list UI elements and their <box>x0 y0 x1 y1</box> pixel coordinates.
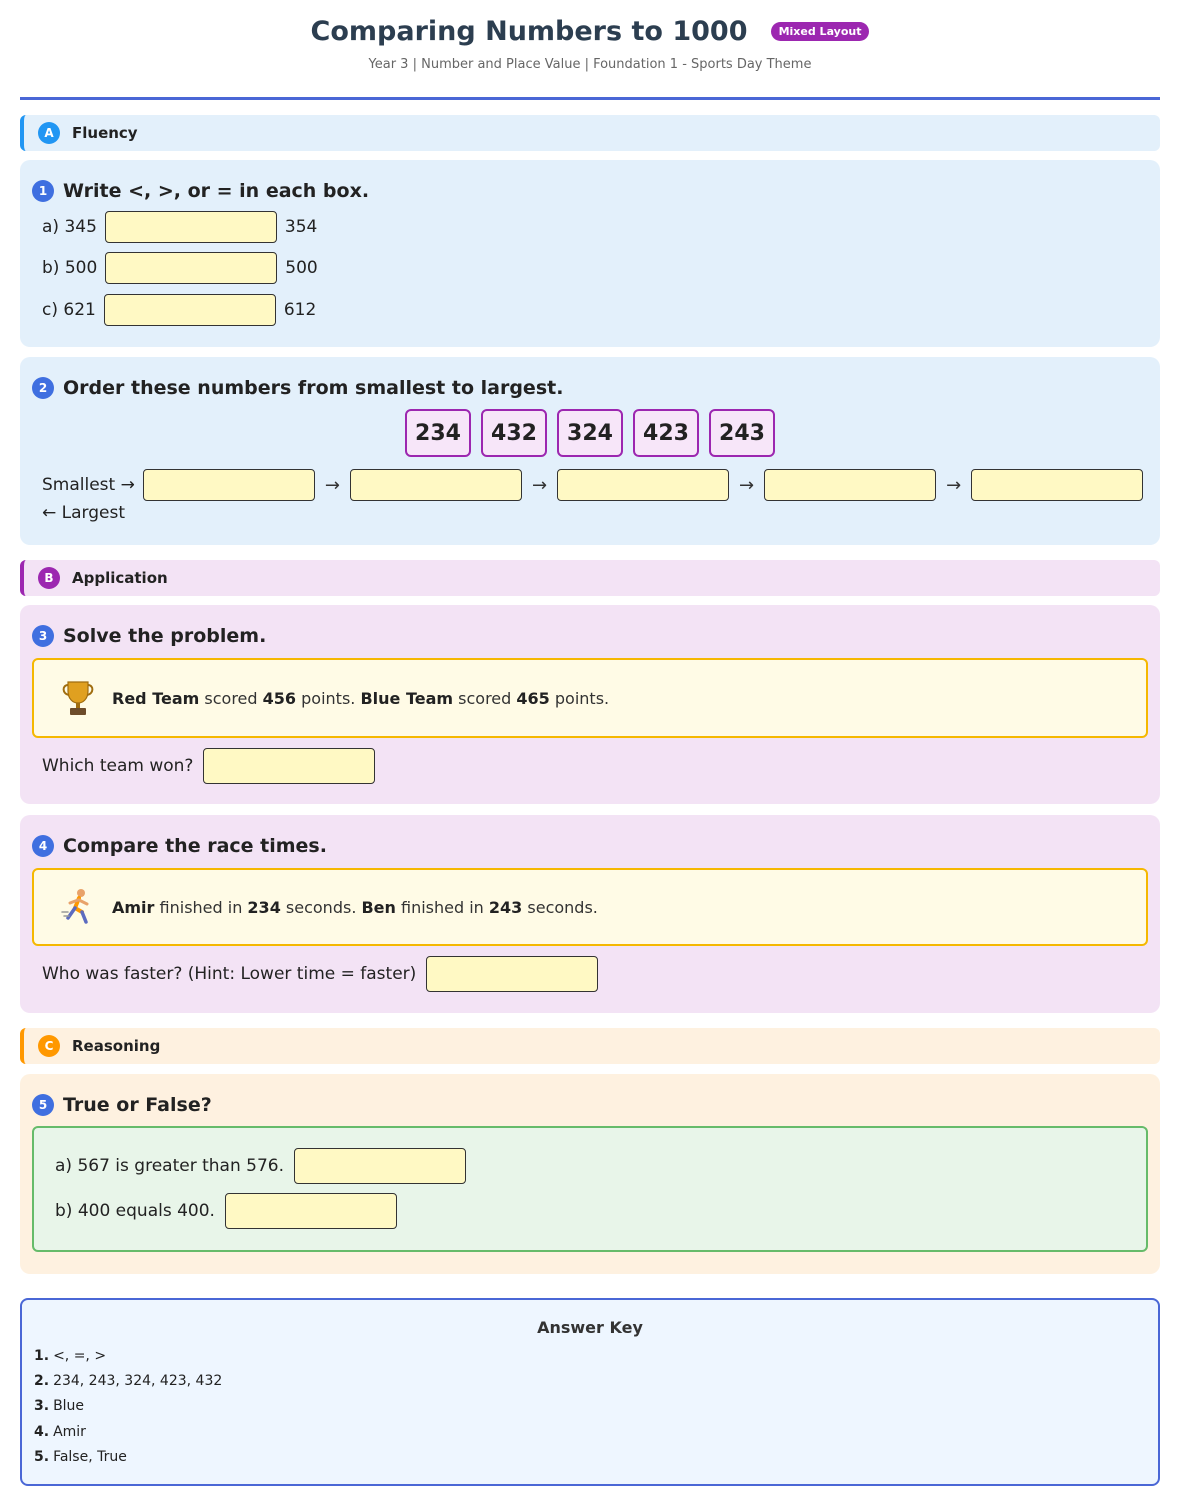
left-number: a) 345 <box>42 217 97 237</box>
number-tile: 234 <box>405 409 471 457</box>
order-box-5[interactable] <box>971 469 1143 501</box>
question-number: 3 <box>32 625 54 647</box>
question-number: 4 <box>32 835 54 857</box>
right-number: 500 <box>285 258 318 278</box>
prompt-text: Which team won? <box>42 756 194 776</box>
question-5-card <box>20 1074 1160 1274</box>
compare-row-c <box>42 294 316 326</box>
answer-box[interactable] <box>426 956 598 992</box>
runner-name: Ben <box>361 897 396 917</box>
section-label: Fluency <box>72 124 138 142</box>
order-box-1[interactable] <box>143 469 315 501</box>
smallest-label: Smallest → <box>42 475 135 495</box>
time-value: 243 <box>488 897 523 917</box>
number-tile: 243 <box>709 409 775 457</box>
answer-box[interactable] <box>104 294 276 326</box>
order-box-2[interactable] <box>350 469 522 501</box>
answer-box[interactable] <box>105 252 277 284</box>
section-header-application <box>20 560 1160 596</box>
question-1-card <box>20 160 1160 347</box>
answer-line: 5. False, True <box>34 1449 127 1465</box>
arrow-icon: → <box>324 474 340 496</box>
question-2-card <box>20 357 1160 545</box>
statement-text: b) 400 equals 400. <box>55 1201 215 1221</box>
answer-box[interactable] <box>203 748 375 784</box>
worksheet-header <box>20 0 1160 100</box>
section-letter: A <box>38 122 60 144</box>
points-value: 456 <box>262 688 297 708</box>
trophy-icon <box>54 679 102 717</box>
ordering-row <box>42 469 1143 501</box>
question-3-card <box>20 605 1160 804</box>
answer-line: 1. <, =, > <box>34 1348 107 1364</box>
answer-row <box>42 956 598 992</box>
section-letter: C <box>38 1035 60 1057</box>
order-box-3[interactable] <box>557 469 729 501</box>
question-text: Compare the race times. <box>63 835 327 857</box>
number-tile: 432 <box>481 409 547 457</box>
right-number: 612 <box>283 300 317 320</box>
compare-row-a <box>42 211 317 243</box>
team-name: Blue Team <box>360 688 454 708</box>
runner-icon <box>54 888 102 926</box>
question-number: 5 <box>32 1094 54 1116</box>
answer-box[interactable] <box>105 211 277 243</box>
question-title <box>32 625 266 647</box>
question-number: 1 <box>32 180 54 202</box>
order-box-4[interactable] <box>764 469 936 501</box>
time-value: 234 <box>247 897 281 917</box>
story-box: Amir finished in 234 seconds. Ben finished in 243 seconds. <box>32 868 1148 946</box>
section-label: Reasoning <box>72 1037 161 1055</box>
number-tiles <box>405 409 785 457</box>
section-header-reasoning <box>20 1028 1160 1064</box>
section-letter: B <box>38 567 60 589</box>
arrow-icon: → <box>739 474 755 496</box>
answer-line: 4. Amir <box>34 1424 86 1440</box>
team-name: Red Team <box>112 688 200 708</box>
arrow-icon: → <box>946 474 962 496</box>
layout-badge: Mixed Layout <box>771 22 870 41</box>
question-4-card <box>20 815 1160 1013</box>
question-text: Write <, >, or = in each box. <box>63 180 370 202</box>
story-box: Red Team scored 456 points. Blue Team scored 465 points. <box>32 658 1148 738</box>
question-text: True or False? <box>63 1094 212 1116</box>
largest-row <box>42 503 125 523</box>
compare-row-b <box>42 252 318 284</box>
section-label: Application <box>72 569 168 587</box>
page-subtitle: Year 3 | Number and Place Value | Foundation 1 - Sports Day Theme <box>368 57 812 72</box>
right-number: 354 <box>284 217 318 237</box>
left-number: c) 621 <box>42 300 96 320</box>
answer-key-title: Answer Key <box>537 1318 643 1337</box>
question-title <box>32 835 327 857</box>
answer-line: 2. 234, 243, 324, 423, 432 <box>34 1373 223 1389</box>
left-number: b) 500 <box>42 258 98 278</box>
question-title <box>32 377 563 399</box>
tf-row-a <box>55 1148 466 1184</box>
true-false-box <box>32 1126 1148 1252</box>
prompt-text: Who was faster? (Hint: Lower time = faster) <box>42 964 417 984</box>
number-tile: 324 <box>557 409 623 457</box>
question-title <box>32 1094 212 1116</box>
question-number: 2 <box>32 377 54 399</box>
arrow-icon: → <box>531 474 548 496</box>
points-value: 465 <box>516 688 550 708</box>
runner-name: Amir <box>112 897 155 917</box>
largest-label: ← Largest <box>42 503 125 523</box>
answer-row <box>42 748 375 784</box>
statement-text: a) 567 is greater than 576. <box>55 1156 284 1176</box>
answer-box[interactable] <box>225 1193 397 1229</box>
answer-box[interactable] <box>294 1148 466 1184</box>
question-title <box>32 180 369 202</box>
question-text: Solve the problem. <box>63 625 267 647</box>
section-header-fluency <box>20 115 1160 151</box>
answer-line: 3. Blue <box>34 1398 85 1414</box>
number-tile: 423 <box>633 409 699 457</box>
question-text: Order these numbers from smallest to largest. <box>63 377 564 399</box>
answer-key <box>20 1298 1160 1486</box>
tf-row-b <box>55 1193 397 1229</box>
page-title: Comparing Numbers to 1000 <box>310 16 748 47</box>
